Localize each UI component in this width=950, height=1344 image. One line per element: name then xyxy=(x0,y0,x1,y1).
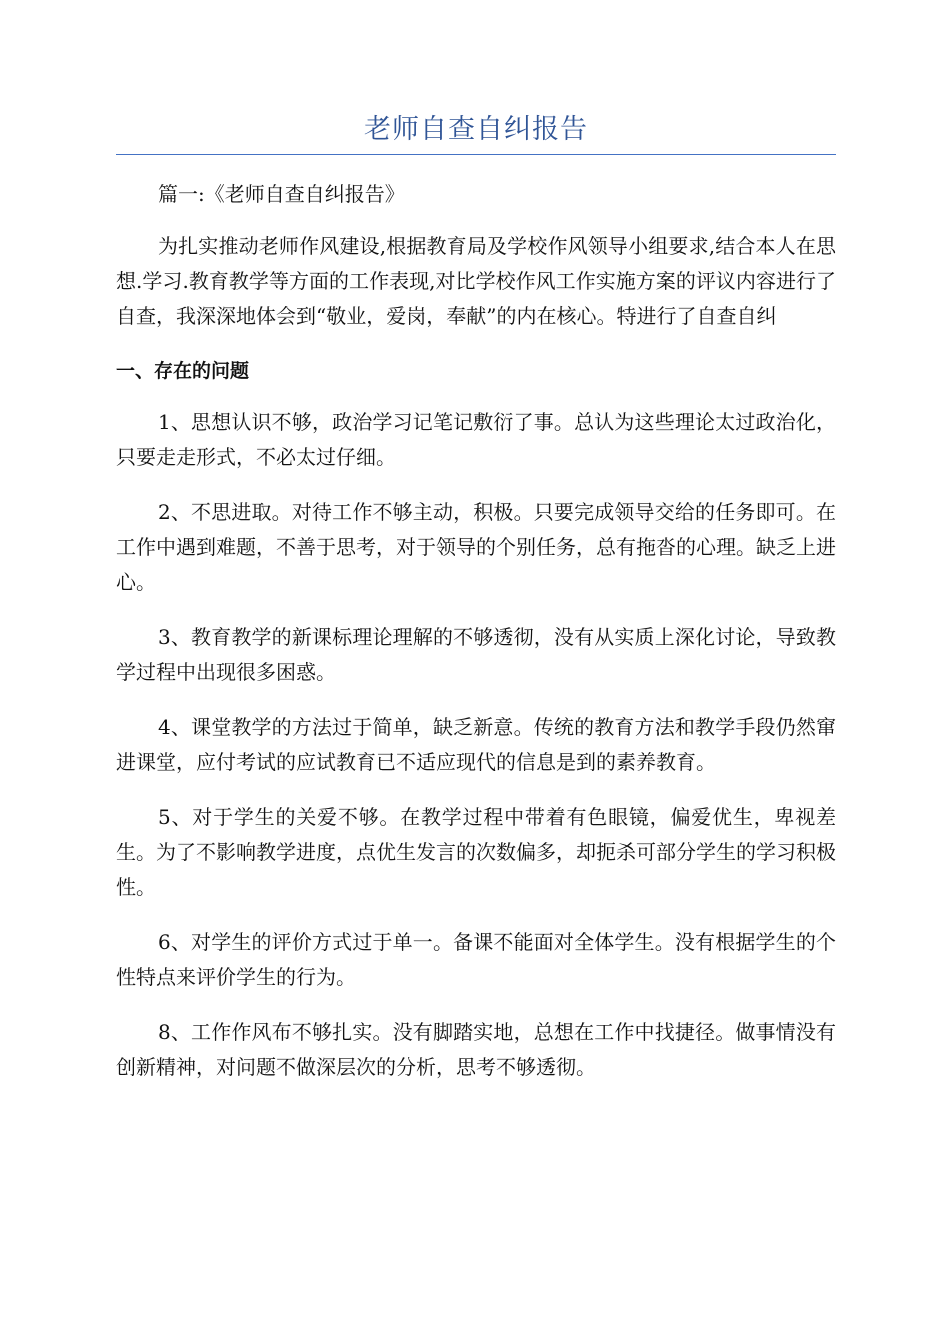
list-item: 5、对于学生的关爱不够。在教学过程中带着有色眼镜，偏爱优生，卑视差生。为了不影响教学进度，点优生发言的次数偏多，却扼杀可部分学生的学习积极性。 xyxy=(116,805,836,899)
section-heading: 一、存在的问题 xyxy=(116,360,250,382)
list-item: 8、工作作风布不够扎实。没有脚踏实地，总想在工作中找捷径。做事情没有创新精神，对问题不做深层次的分析，思考不够透彻。 xyxy=(116,1020,836,1079)
list-item: 2、不思进取。对待工作不够主动，积极。只要完成领导交给的任务即可。在工作中遇到难题，不善于思考，对于领导的个别任务，总有拖沓的心理。缺乏上进心。 xyxy=(116,500,836,594)
list-item: 3、教育教学的新课标理论理解的不够透彻，没有从实质上深化讨论，导致教学过程中出现很多困惑。 xyxy=(116,625,836,684)
intro-paragraph: 为扎实推动老师作风建设,根据教育局及学校作风领导小组要求,结合本人在思想.学习.教育教学等方面的工作表现,对比学校作风工作实施方案的评议内容进行了自查，我深深地体会到“敬业，爱岗，奉献”的内在核心。特进行了自查自纠 xyxy=(116,234,836,328)
document-page xyxy=(116,108,836,1105)
title-underline xyxy=(116,154,836,155)
list-item: 1、思想认识不够，政治学习记笔记敷衍了事。总认为这些理论太过政治化，只要走走形式，不必太过仔细。 xyxy=(116,410,836,469)
document-subtitle: 篇一:《老师自查自纠报告》 xyxy=(158,182,405,206)
list-item: 6、对学生的评价方式过于单一。备课不能面对全体学生。没有根据学生的个性特点来评价学生的行为。 xyxy=(116,930,836,989)
document-title: 老师自查自纠报告 xyxy=(364,114,588,145)
list-item: 4、课堂教学的方法过于简单，缺乏新意。传统的教育方法和教学手段仍然窜进课堂，应付考试的应试教育已不适应现代的信息是到的素养教育。 xyxy=(116,715,836,774)
